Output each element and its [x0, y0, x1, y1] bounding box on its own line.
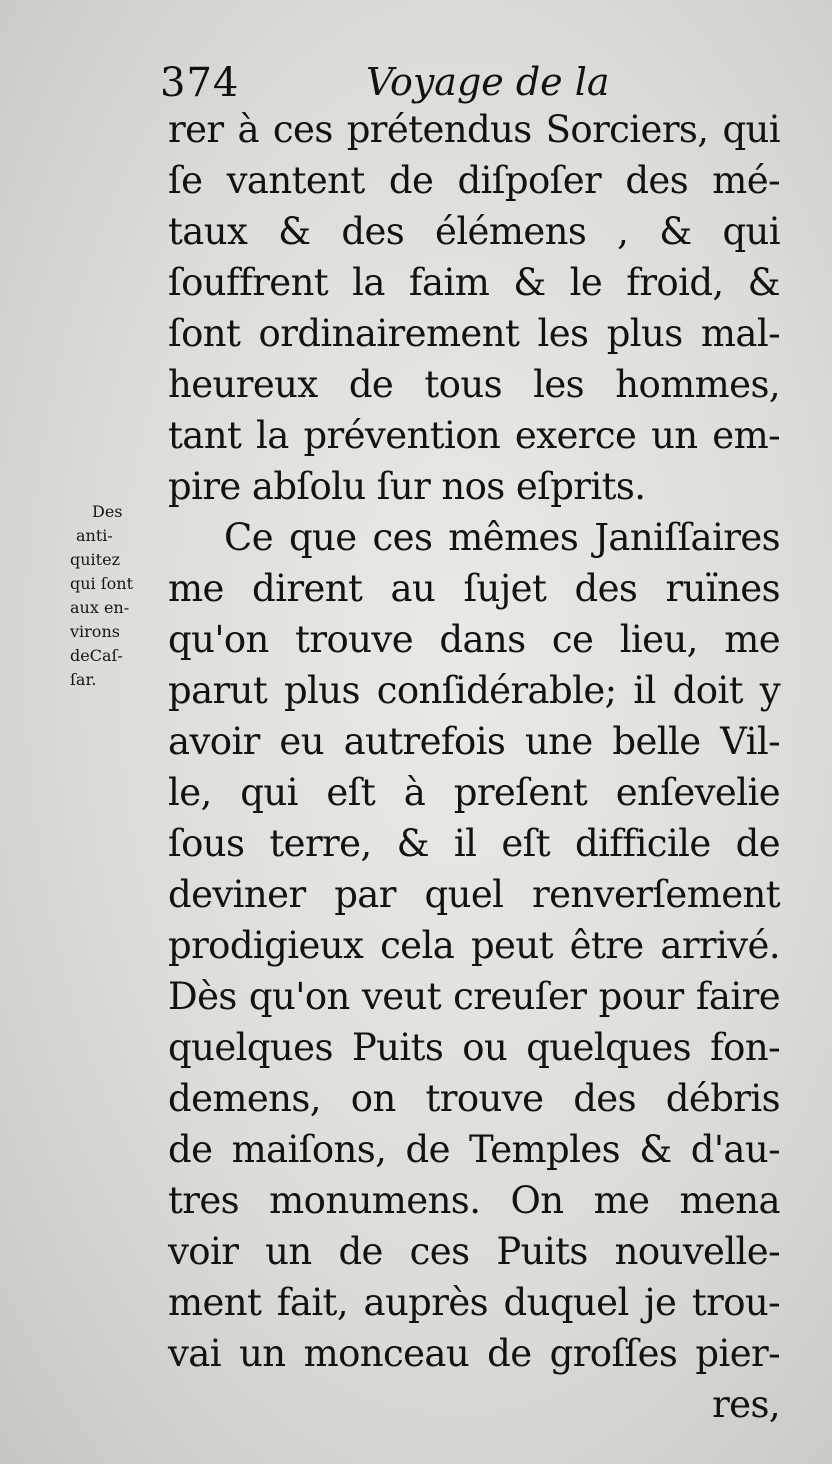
text-line: pire abſolu ſur nos eſprits. [168, 465, 646, 508]
text-line: prodigieux cela peut être arrivé. [168, 924, 780, 967]
text-line: ſous terre, & il eſt difficile de [168, 822, 780, 865]
text-line: de maiſons, de Temples & d'au- [168, 1128, 780, 1171]
text-line: deviner par quel renverſement [168, 873, 780, 916]
marginal-note-line: Des [92, 502, 123, 521]
text-line: me dirent au ſujet des ruïnes [168, 567, 780, 610]
text-line: heureux de tous les hommes, [168, 363, 780, 406]
text-line: taux & des élémens , & qui [168, 210, 780, 253]
marginal-note-line: virons [70, 622, 120, 641]
marginal-note-line: qui ſont [70, 574, 134, 593]
marginal-note-line: deCaſ- [70, 646, 123, 665]
marginal-note-line: anti- [76, 526, 113, 545]
marginal-note-line: quitez [70, 550, 120, 569]
text-line: demens, on trouve des débris [168, 1077, 780, 1120]
text-line: ſe vantent de diſpoſer des mé- [168, 159, 780, 202]
text-line: ſouffrent la faim & le froid, & [168, 261, 780, 304]
marginal-note [70, 500, 156, 692]
page-header [160, 60, 760, 110]
text-line: tres monumens. On me mena [168, 1179, 780, 1222]
text-line: tant la prévention exerce un em- [168, 414, 780, 457]
text-line: ment fait, auprès duquel je trou- [168, 1281, 780, 1324]
body-text [168, 104, 780, 1430]
running-head: Voyage de la [366, 60, 610, 104]
text-line: vai un monceau de groſſes pier- [168, 1332, 780, 1375]
marginal-note-line: ſar. [70, 670, 97, 689]
text-line: rer à ces prétendus Sorciers, qui [168, 108, 780, 151]
text-line: Ce que ces mêmes Janiſſaires [224, 516, 780, 559]
text-line: parut plus conſidérable; il doit y [168, 669, 780, 712]
text-line: ſont ordinairement les plus mal- [168, 312, 780, 355]
text-line: quelques Puits ou quelques fon- [168, 1026, 780, 1069]
text-line: avoir eu autrefois une belle Vil- [168, 720, 780, 763]
text-line: Dès qu'on veut creuſer pour faire [168, 975, 780, 1018]
text-line: qu'on trouve dans ce lieu, me [168, 618, 780, 661]
text-line: le, qui eſt à preſent enſevelie [168, 771, 780, 814]
page-number: 374 [160, 60, 240, 106]
catchword: res, [712, 1383, 780, 1426]
marginal-note-line: aux en- [70, 598, 130, 617]
text-line: voir un de ces Puits nouvelle- [168, 1230, 780, 1273]
